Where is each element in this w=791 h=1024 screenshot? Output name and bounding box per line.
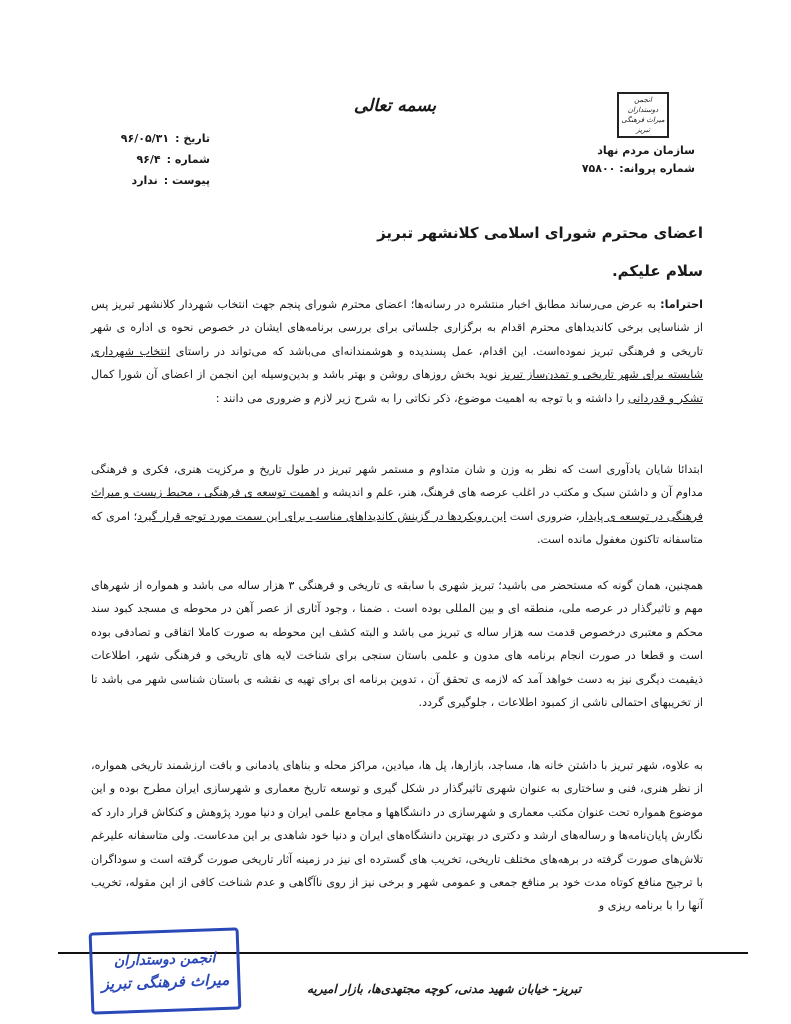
number-value: ۹۶/۴ xyxy=(136,153,161,166)
date-label: تاریخ : xyxy=(175,132,210,145)
paragraph-2-underline-2: این رویکردها در گزینش کاندیداهای مناسب برای این سمت مورد توجه قرار گیرد xyxy=(137,509,507,523)
license-label: شماره پروانه: xyxy=(619,162,695,175)
paragraph-1-lead: احتراما: xyxy=(660,298,703,311)
organization-logo-text: انجمن دوستداران میراث فرهنگی تبریز xyxy=(621,96,665,134)
attachment-label: پیوست : xyxy=(163,174,210,187)
paragraph-2 xyxy=(91,458,703,552)
organization-logo xyxy=(617,92,669,138)
paragraph-1-text-c: را داشته و با توجه به اهمیت موضوع، ذکر نکاتی را به شرح زیر لازم و ضروری می دانند : xyxy=(215,391,628,405)
recipient-heading: اعضای محترم شورای اسلامی کلانشهر تبریز xyxy=(377,224,703,242)
license-line xyxy=(525,162,695,175)
footer-address: تبریز- خیابان شهید مدنی، کوچه مجتهدی‌ها، بازار امیریه xyxy=(306,982,581,996)
paragraph-1-underline-2: تشکر و قدردانی xyxy=(627,391,703,405)
letter-meta xyxy=(90,128,210,191)
paragraph-1 xyxy=(91,293,703,410)
paragraph-1-text-a: به عرض می‌رساند مطابق اخبار منتشره در رسانه‌ها؛ اعضای محترم شورای پنجم جهت انتخاب شهردار کلانشهر تبریز پس از شناسایی برخی کاندیداهای محترم اقدام به برگزاری جلساتی برای بررسی برنامه‌های ایشان در خصوص نحوه ی اداره ی شهر تاریخی و فرهنگی تبریز نموده‌است. این اقدام، عمل پسندیده و هوشمندانه‌ای می‌باشد که می‌تواند در راستای xyxy=(91,298,703,358)
number-label: شماره : xyxy=(166,153,210,166)
date-value: ۹۶/۰۵/۳۱ xyxy=(120,132,170,145)
organization-stamp xyxy=(89,927,242,1014)
paragraph-2-text-a: ابتدائا شایان یادآوری است که نظر به وزن و شان متداوم و مستمر شهر تبریز در طول تاریخ و مرکزیت هنری، فکری و فرهنگی مداوم آن و داشتن سبک و مکتب در اغلب عرصه های فرهنگ، هنر، علم و اندیشه و xyxy=(91,463,703,500)
stamp-line-1: انجمن دوستداران xyxy=(113,950,216,970)
greeting: سلام علیکم. xyxy=(611,262,703,280)
invocation-heading: بسمه تعالی xyxy=(353,96,437,116)
license-number: ۷۵۸۰۰ xyxy=(581,162,616,175)
date-row xyxy=(90,128,210,149)
paragraph-2-text-c: ؛ امری که متاسفانه تاکنون مغفول مانده است. xyxy=(91,509,703,547)
paragraph-2-underline-1: اهمیت توسعه ی فرهنگی ، محیط زیست و میراث فرهنگی در توسعه ی پایدار xyxy=(91,486,703,523)
paragraph-2-text-b: ، ضروری است xyxy=(506,509,580,523)
organization-name: سازمان مردم نهاد xyxy=(597,144,695,157)
paragraph-3: همچنین، همان گونه که مستحضر می باشید؛ تبریز شهری با سابقه ی تاریخی و فرهنگی ۳ هزار ساله می باشد و همواره از شهرهای مهم و تاثیرگذار در عرصه ملی، منطقه ای و بین المللی بوده است . ضمنا ، وجود آثاری از عصر آهن در محوطه ی مسجد کبود سند محکم و معتبری درخصوص قدمت سه هزار ساله ی تبریز می باشد و البته کشف این محوطه به صورت کاملا اتفاقی و تصادفی بوده است و قطعا در صورت انجام برنامه های مدون و علمی باستان سنجی برای شناخت لایه های تاریخی و فرهنگی شهر، اطلاعات ذیقیمت دیگری نیز به دست خواهد آمد که لازمه ی تحقق آن ، تدوین برنامه ای برای تهیه ی نقشه ی باستان شناسی شهر می باشد تا از تخریبهای احتمالی ناشی از کمبود اطلاعات ، جلوگیری گردد. xyxy=(91,579,703,710)
attachment-value: ندارد xyxy=(131,174,158,187)
number-row xyxy=(90,149,210,170)
stamp-line-2: میراث فرهنگی تبریز xyxy=(101,970,230,994)
paragraph-4: به علاوه، شهر تبریز با داشتن خانه ها، مساجد، بازارها، پل ها، میادین، مراکز محله و بناهای یادمانی و بافت ارزشمند تاریخی همواره، از نظر هنری، فنی و ساختاری به عنوان شهری تاثیرگذار در شکل گیری و توسعه تاریخ معماری و شهرسازی ایران مطرح بوده و این موضوع همواره تحت عنوان مکتب معماری و شهرسازی در دانشگاهها و مجامع علمی ایران و دنیا مورد پژوهش و کنکاش قرار دارد که نگارش پایان‌نامه‌ها و رساله‌های ارشد و دکتری در بهترین دانشگاه‌های ایران و دنیا خود شاهدی بر این مدعاست. ولی متاسفانه علیرغم تلاش‌های صورت گرفته در برهه‌های مختلف تاریخی، تخریب های گسترده ای نیز در زمینه آثار تاریخی صورت گرفته است و سوداگران با ترجیح منافع کوتاه مدت خود بر منافع جمعی و عمومی شهر و برخی نیز از روی ناآگاهی و عدم شناخت کافی از این مقوله، تخریب آنها را با برنامه ریزی و xyxy=(91,759,703,913)
paragraph-1-underline-1: انتخاب شهرداری شایسته برای شهر تاریخی و تمدن‌ساز تبریز xyxy=(91,344,703,382)
attachment-row xyxy=(90,170,210,191)
paragraph-1-text-b: نوید بخش روزهای روشن و بهتر باشد و بدین‌وسیله این انجمن از اعضای آن شورا کمال xyxy=(91,368,502,382)
